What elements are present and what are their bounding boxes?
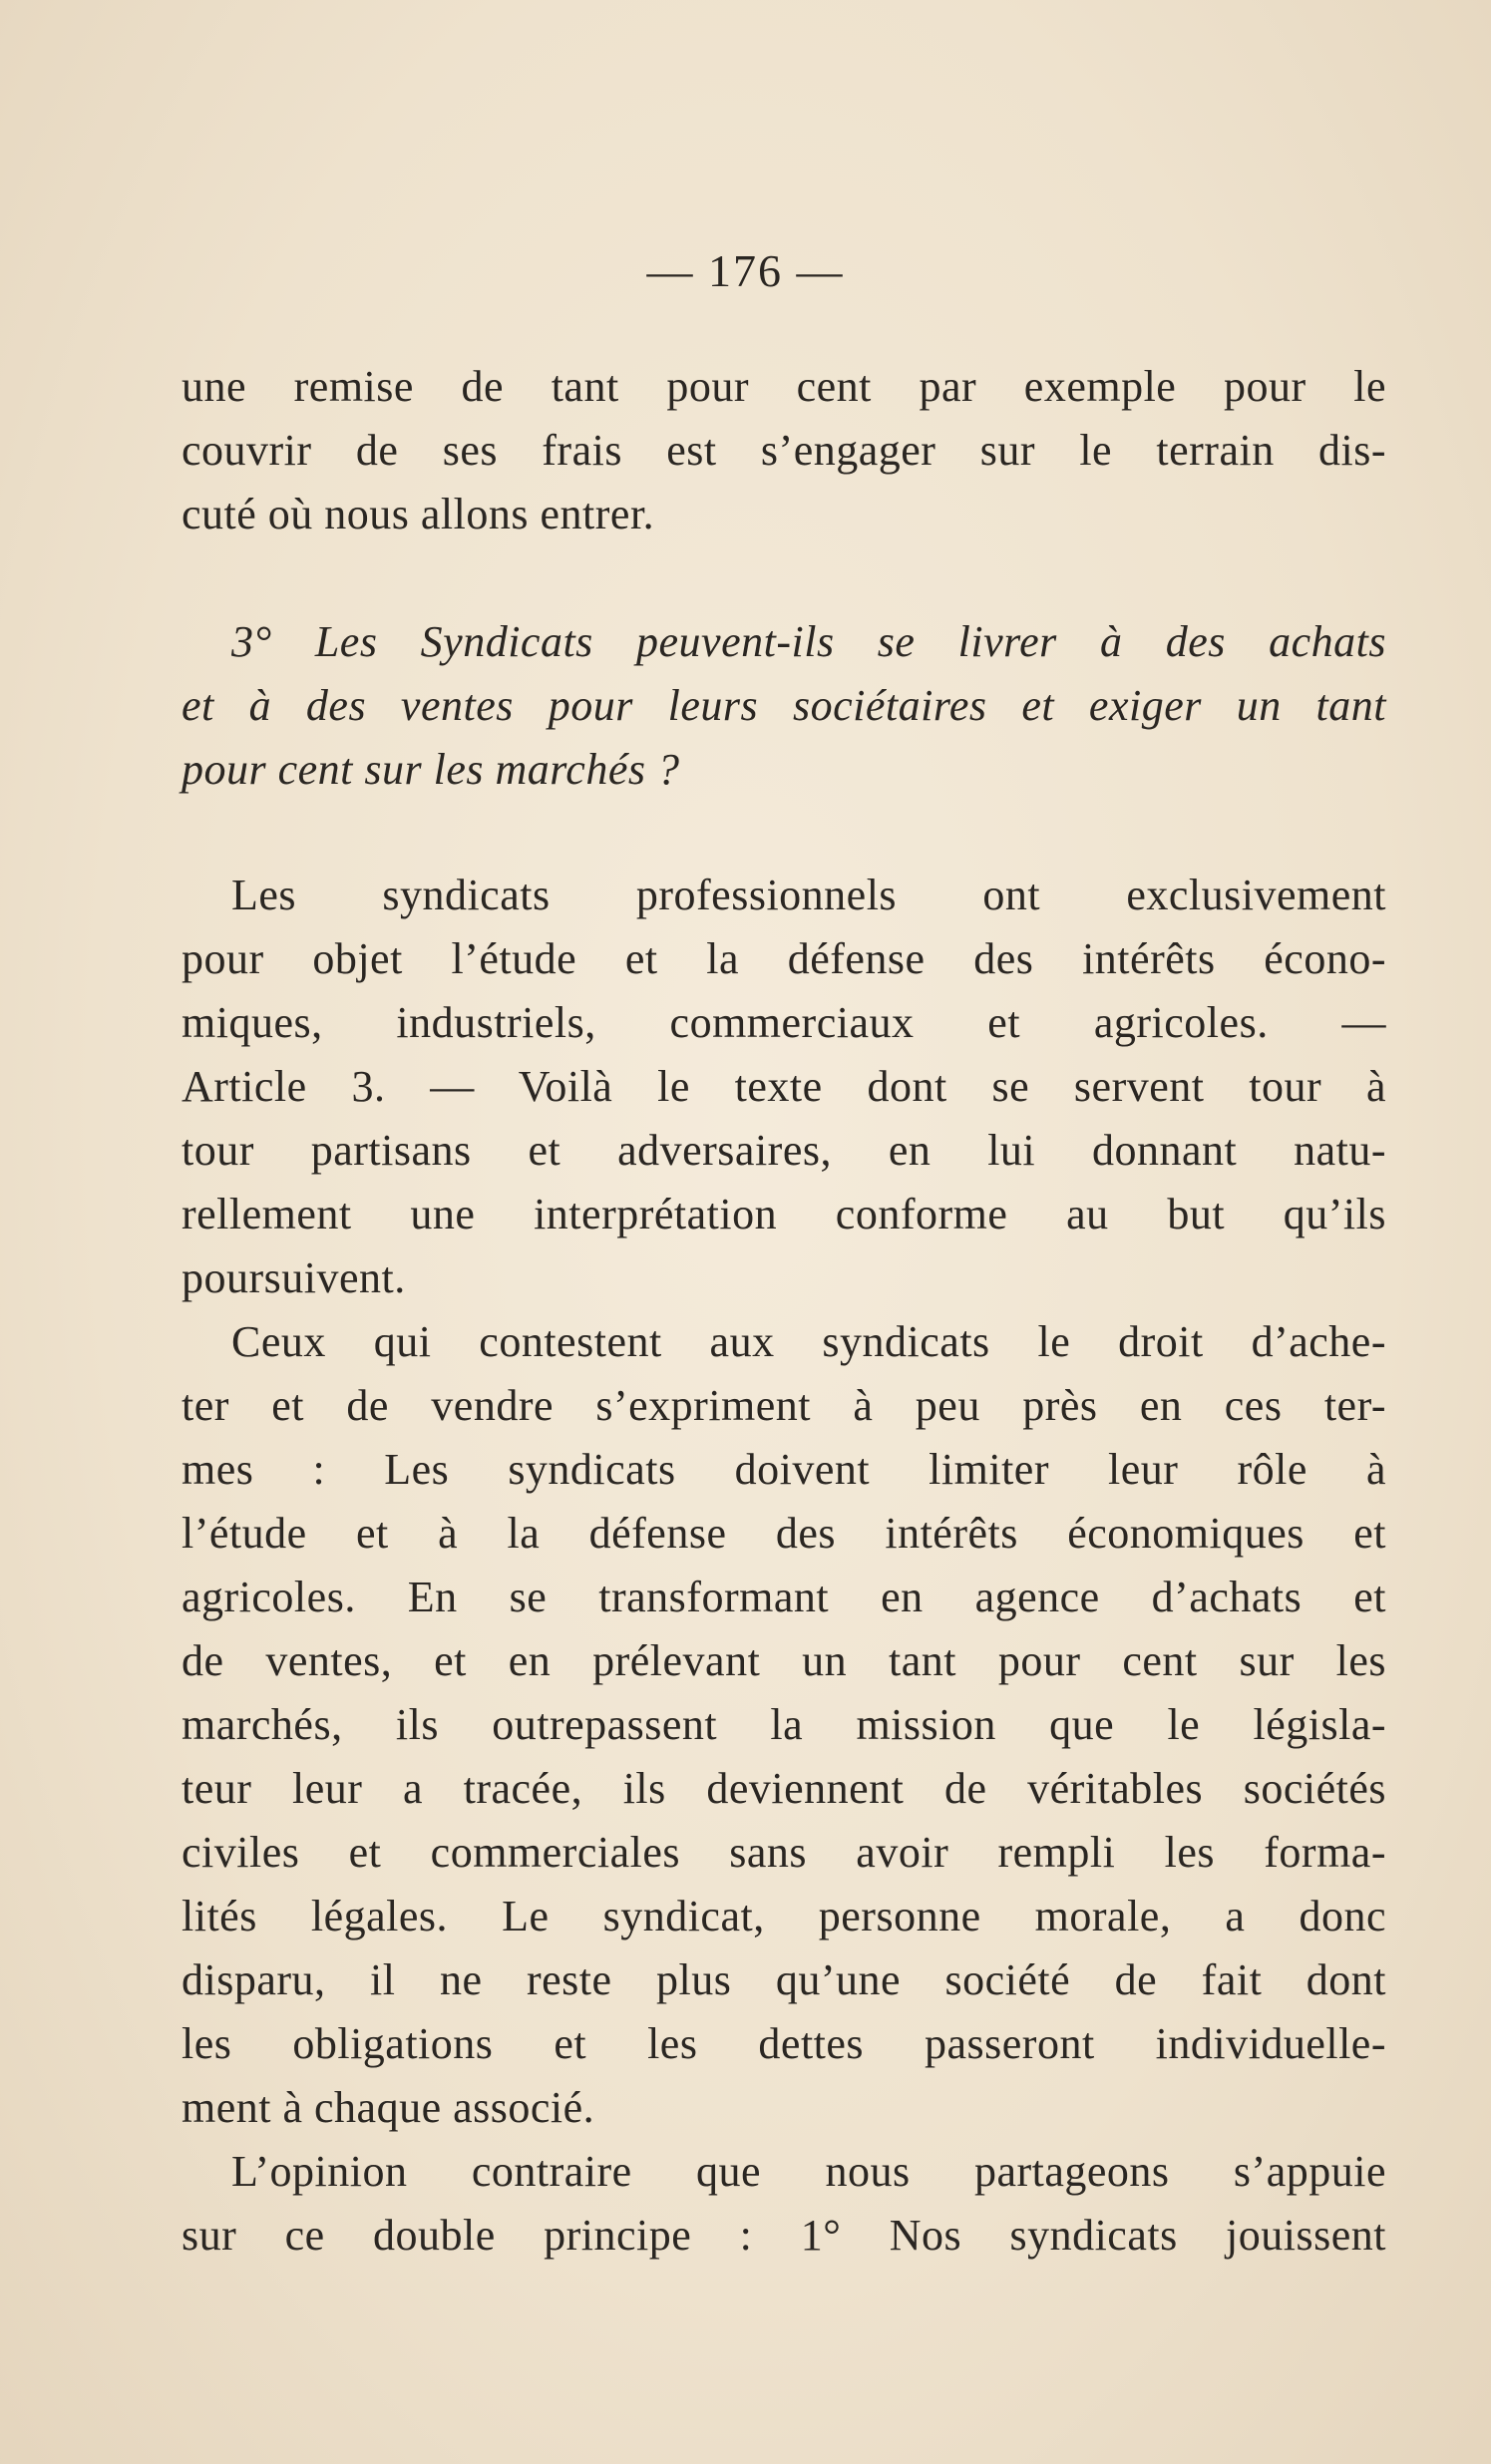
text-line: civiles et commerciales sans avoir rempli les forma- bbox=[182, 1828, 1386, 1877]
text-line: une remise de tant pour cent par exemple pour le bbox=[182, 362, 1386, 411]
text-line: rellement une interprétation conforme au but qu’ils bbox=[182, 1190, 1386, 1238]
text-line: pour objet l’étude et la défense des intérêts écono- bbox=[182, 934, 1386, 983]
text-line: les obligations et les dettes passeront individuelle- bbox=[182, 2019, 1386, 2068]
text-line: tour partisans et adversaires, en lui donnant natu- bbox=[182, 1126, 1386, 1175]
text-line: couvrir de ses frais est s’engager sur le terrain dis- bbox=[182, 426, 1386, 475]
text-line: ter et de vendre s’expriment à peu près en ces ter- bbox=[182, 1381, 1386, 1430]
text-line: cuté où nous allons entrer. bbox=[182, 490, 655, 538]
text-line: Article 3. — Voilà le texte dont se servent tour à bbox=[182, 1062, 1386, 1111]
text-line: sur ce double principe : 1° Nos syndicats jouissent bbox=[182, 2211, 1386, 2260]
text-line: Les syndicats professionnels ont exclusivement bbox=[231, 871, 1386, 919]
text-line: L’opinion contraire que nous partageons s’appuie bbox=[231, 2147, 1386, 2196]
question-line: 3° Les Syndicats peuvent-ils se livrer à des achats bbox=[231, 617, 1386, 666]
text-line: lités légales. Le syndicat, personne morale, a donc bbox=[182, 1892, 1386, 1940]
text-line: teur leur a tracée, ils deviennent de véritables sociétés bbox=[182, 1764, 1386, 1813]
text-line: marchés, ils outrepassent la mission que le législa- bbox=[182, 1700, 1386, 1749]
text-line: poursuivent. bbox=[182, 1253, 406, 1302]
question-line: pour cent sur les marchés ? bbox=[182, 745, 680, 794]
text-line: Ceux qui contestent aux syndicats le droit d’ache- bbox=[231, 1317, 1386, 1366]
text-line: l’étude et à la défense des intérêts économiques et bbox=[182, 1509, 1386, 1558]
text-line: mes : Les syndicats doivent limiter leur rôle à bbox=[182, 1445, 1386, 1494]
text-line: de ventes, et en prélevant un tant pour cent sur les bbox=[182, 1636, 1386, 1685]
text-line: disparu, il ne reste plus qu’une société de fait dont bbox=[182, 1955, 1386, 2004]
text-line: ment à chaque associé. bbox=[182, 2083, 595, 2132]
page-number: — 176 — bbox=[646, 245, 845, 296]
text-line: miques, industriels, commerciaux et agricoles. — bbox=[182, 998, 1386, 1047]
text-line: agricoles. En se transformant en agence d’achats et bbox=[182, 1573, 1386, 1621]
question-line: et à des ventes pour leurs sociétaires et exiger un tant bbox=[182, 681, 1386, 730]
